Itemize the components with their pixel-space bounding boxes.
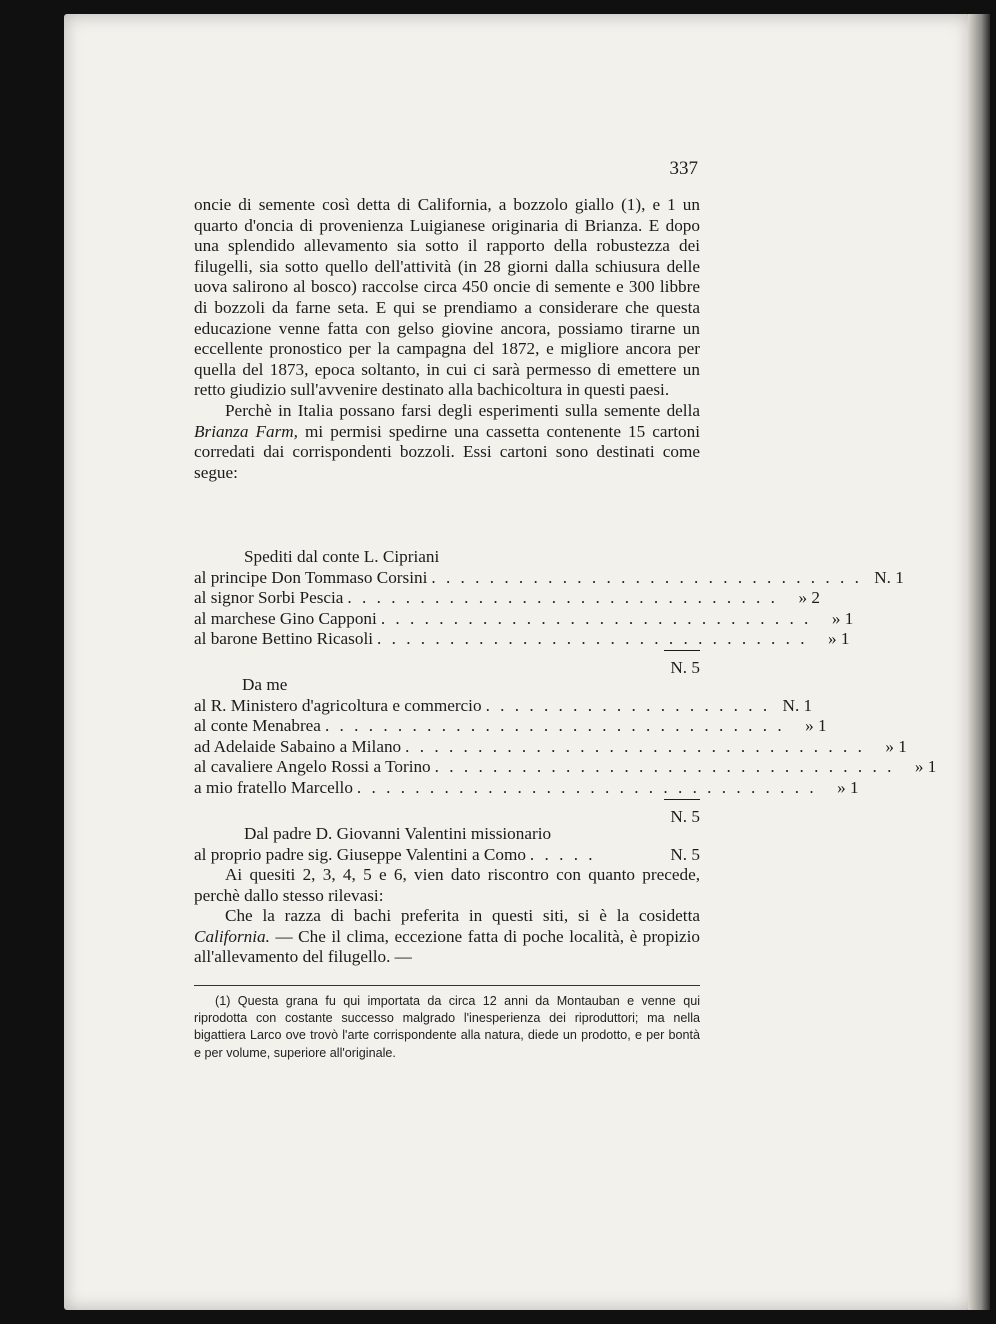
page-edge xyxy=(968,14,990,1310)
paragraph-4-rest: — Che il clima, eccezione fatta di poche località, è propizio all'allevamento del filugello. — xyxy=(194,926,701,967)
list-item xyxy=(194,777,859,799)
list-item xyxy=(194,716,827,737)
count-mark: » xyxy=(914,757,924,777)
paragraph-4 xyxy=(194,906,700,968)
leader-dots: . . . . . . . . . . . . . . . . . . . . . . . . . . . . . . xyxy=(380,608,812,628)
count-value: 2 xyxy=(811,588,820,608)
count xyxy=(817,778,859,799)
closing-text xyxy=(194,865,700,968)
total-rule xyxy=(664,799,700,800)
leader-dots: . . . . . xyxy=(529,844,596,864)
count-value: 1 xyxy=(927,757,937,777)
recipient: ad Adelaide Sabaino a Milano xyxy=(194,736,402,756)
recipient: al signor Sorbi Pescia xyxy=(194,588,344,608)
leader-dots: . . . . . . . . . . . . . . . . . . . . . . . . . . . . . . xyxy=(377,629,808,649)
leader-dots: . . . . . . . . . . . . . . . . . . . . . . . . . . . . . . . . xyxy=(324,716,785,736)
count-mark: » xyxy=(831,608,841,628)
shipment-list-valentini xyxy=(194,824,700,865)
count xyxy=(862,568,904,589)
count xyxy=(658,845,700,866)
recipient: al principe Don Tommaso Corsini xyxy=(194,567,428,587)
recipient: al barone Bettino Ricasoli xyxy=(194,629,373,649)
list-total: N. 5 xyxy=(670,806,700,826)
leader-dots: . . . . . . . . . . . . . . . . . . . . . . . . . . . . . . xyxy=(347,588,778,608)
count-value: 5 xyxy=(691,844,700,864)
total-rule xyxy=(664,650,700,651)
count-mark: » xyxy=(885,736,894,756)
paragraph-2-rest: mi permisi spedirne una cassetta contenente 15 cartoni corredati dai corrispondenti bozzoli. Essi cartoni sono destinati come segue: xyxy=(194,421,700,482)
list-heading: Dal padre D. Giovanni Valentini missionario xyxy=(244,824,552,843)
recipient: al proprio padre sig. Giuseppe Valentini a Como xyxy=(194,844,526,864)
page-number: 337 xyxy=(669,158,698,179)
recipient: a mio fratello Marcello xyxy=(194,777,353,797)
paragraph-4-italic: California. xyxy=(194,926,270,946)
count-value: 1 xyxy=(840,629,850,649)
count-mark: » xyxy=(798,588,808,608)
count xyxy=(811,609,853,630)
leader-dots: . . . . . . . . . . . . . . . . . . . . . . . . . . . . . . . . xyxy=(434,757,895,777)
count-value: 1 xyxy=(895,567,904,587)
count-mark: » xyxy=(828,629,837,649)
list-item xyxy=(194,736,907,758)
leader-dots: . . . . . . . . . . . . . . . . . . . . xyxy=(485,695,771,715)
list-item xyxy=(194,608,854,630)
count xyxy=(894,757,936,778)
count xyxy=(778,588,820,609)
paragraph-2-italic: Brianza Farm, xyxy=(194,421,298,441)
count-value: 1 xyxy=(803,695,813,715)
footnote: (1) Questa grana fu qui importata da circa 12 anni da Montauban e venne qui riprodotta con costante successo malgrado l'inesperienza dei riproduttori; ma nella bigattiera Larco ove trovò l'arte corrispondente alla natura, diede un prodotto, e per bontà e per volume, superiore all'originale. xyxy=(194,994,700,1060)
count-value: 1 xyxy=(850,777,859,797)
list-item xyxy=(194,629,850,650)
paragraph-3: Ai quesiti 2, 3, 4, 5 e 6, vien dato riscontro con quanto precede, perchè dallo stesso rilevasi: xyxy=(194,865,700,905)
footnote-rule xyxy=(194,985,700,986)
leader-dots: . . . . . . . . . . . . . . . . . . . . . . . . . . . . . . xyxy=(431,567,862,587)
count-value: 1 xyxy=(898,736,907,756)
list-heading: Spediti dal conte L. Cipriani xyxy=(244,547,440,566)
recipient: al conte Menabrea xyxy=(194,716,321,736)
shipment-list-cipriani xyxy=(194,547,904,680)
paragraph-4-start: Che la razza di bachi preferita in questi siti, si è la cosidetta xyxy=(225,906,700,926)
list-item xyxy=(194,567,904,589)
count-mark: N. xyxy=(670,844,688,864)
count xyxy=(770,696,812,717)
main-text xyxy=(194,195,700,483)
count-mark: » xyxy=(805,716,814,736)
list-total: N. 5 xyxy=(670,657,700,677)
count-value: 1 xyxy=(818,716,827,736)
recipient: al R. Ministero d'agricoltura e commercio xyxy=(194,695,482,715)
list-item xyxy=(194,588,820,609)
list-item xyxy=(194,757,937,778)
paragraph-2 xyxy=(194,401,700,483)
count xyxy=(785,716,827,737)
leader-dots: . . . . . . . . . . . . . . . . . . . . . . . . . . . . . . . . xyxy=(405,736,865,756)
list-item xyxy=(194,845,700,866)
leader-dots: . . . . . . . . . . . . . . . . . . . . . . . . . . . . . . . . xyxy=(356,777,817,797)
shipment-list-me xyxy=(194,675,937,829)
list-item xyxy=(194,695,813,717)
count-mark: » xyxy=(837,777,846,797)
recipient: al marchese Gino Capponi xyxy=(194,608,377,628)
count xyxy=(865,737,907,758)
paragraph-1: oncie di semente così detta di California, a bozzolo giallo (1), e 1 un quarto d'oncia di provenienza Luigianese originaria di Brianza. E dopo una splendido allevamento sia sotto il rapporto della robustezza dei filugelli, sia sotto quello dell'attività (in 28 giorni dalla schiusura delle uova salirono al bosco) raccolse circa 450 oncie di semente e 300 libbre di bozzoli da farne seta. E qui se prendiamo a considerare che questa educazione venne fatta con gelso giovine ancora, possiamo tirarne un eccellente pronostico per la campagna del 1872, e migliore ancora per quella del 1873, epoca soltanto, in cui ci sarà permesso di emettere un retto giudizio sull'avvenire destinato alla bachicoltura in questi paesi. xyxy=(194,195,700,400)
paragraph-2-start: Perchè in Italia possano farsi degli esperimenti sulla semente della xyxy=(225,400,700,420)
count-value: 1 xyxy=(844,608,854,628)
list-heading: Da me xyxy=(242,675,288,694)
count-mark: N. xyxy=(782,695,800,715)
count xyxy=(808,629,850,650)
count-mark: N. xyxy=(874,567,891,587)
recipient: al cavaliere Angelo Rossi a Torino xyxy=(194,757,431,777)
